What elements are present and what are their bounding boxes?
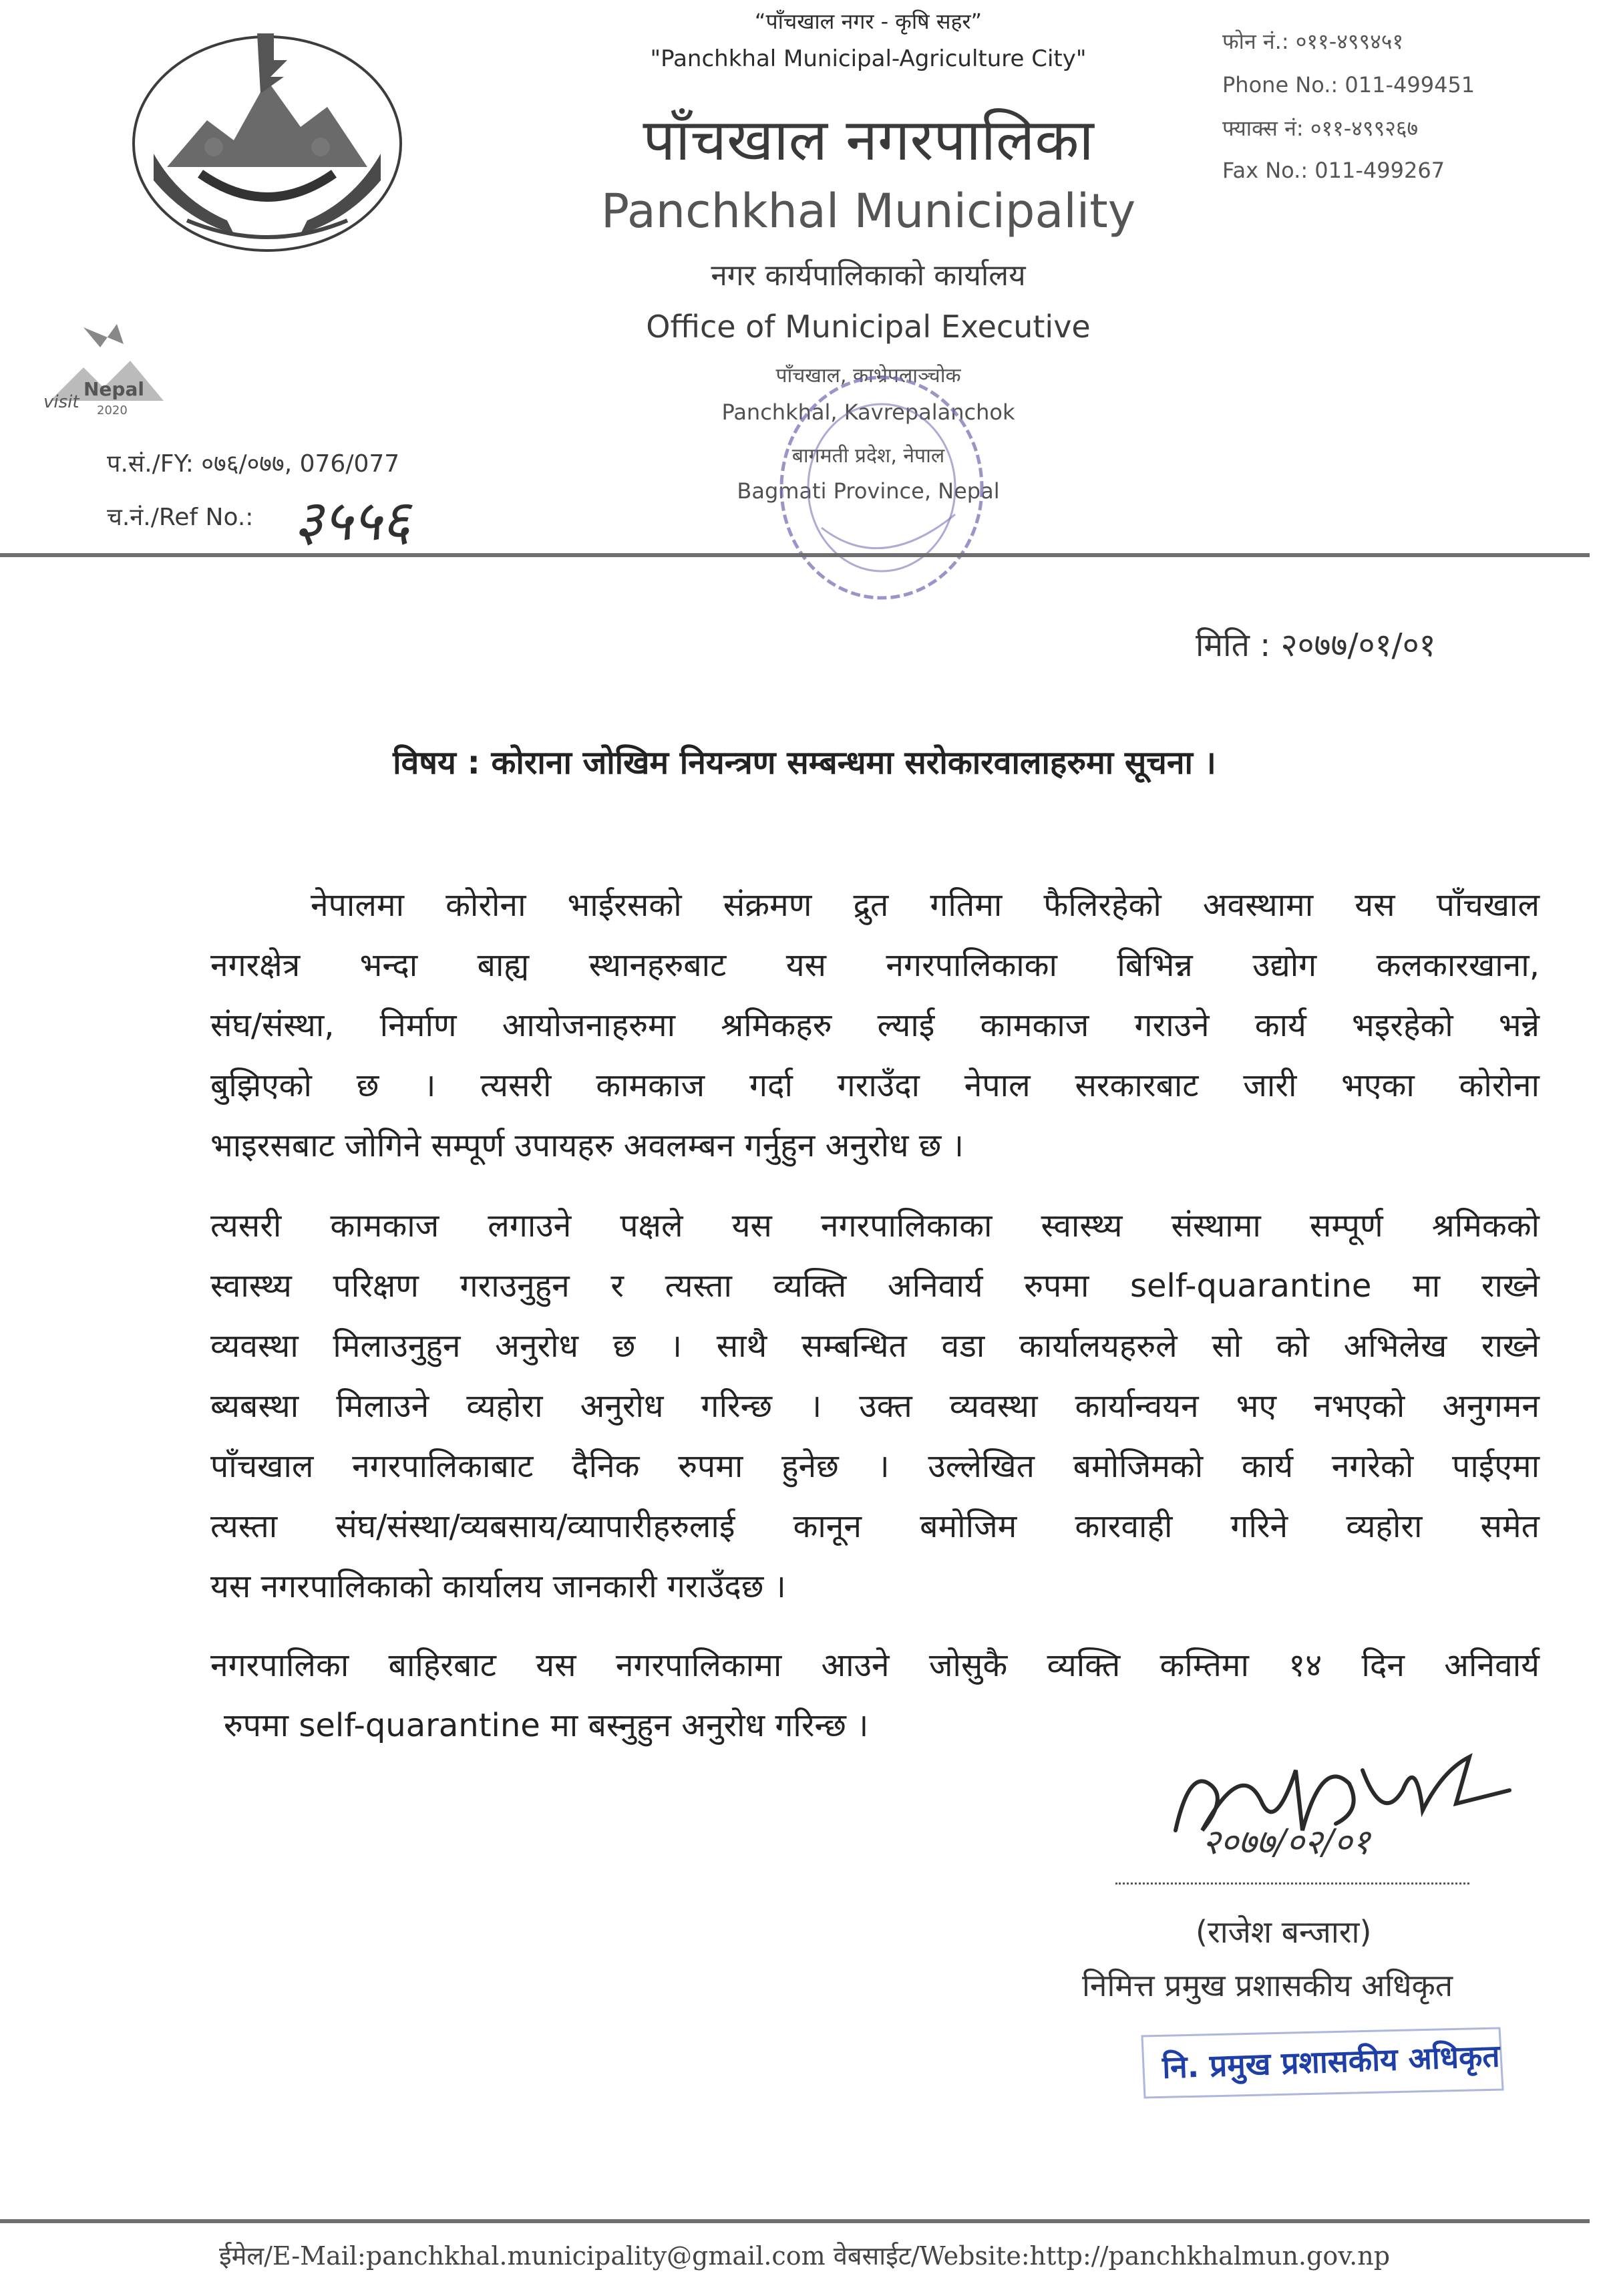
svg-text:Nepal: Nepal: [83, 378, 144, 400]
paragraph-line: रुपमा self-quarantine मा बस्नुहुन अनुरोध गरिन्छ ।: [224, 1707, 869, 1744]
municipality-name-nepali: पाँचखाल नगरपालिका: [643, 107, 1094, 174]
footer-divider: [0, 2219, 1590, 2223]
svg-text:2020: 2020: [97, 403, 128, 418]
tagline-nepali: “पाँचखाल नगर - कृषि सहर”: [754, 9, 982, 34]
office-name-nepali: नगर कार्यपालिकाको कार्यालय: [711, 259, 1026, 293]
signature-date: २०७७/०२/०१: [1202, 1822, 1371, 1862]
address-line1-english: Panchkhal, Kavrepalanchok: [721, 399, 1015, 425]
address-line1-nepali: पाँचखाल, काभ्रेपलाञ्चोक: [775, 364, 961, 387]
paragraph-line: त्यसरी कामकाज लगाउने पक्षले यस नगरपालिकाका स्वास्थ्य संस्थामा सम्पूर्ण श्रमिकको: [210, 1207, 1540, 1245]
designation-seal-text: नि. प्रमुख प्रशासकीय अधिकृत: [1161, 2037, 1501, 2086]
address-line2-english: Bagmati Province, Nepal: [737, 478, 1000, 504]
paragraph-line: बुझिएको छ । त्यसरी कामकाज गर्दा गराउँदा नेपाल सरकारबाट जारी भएका कोरोना: [210, 1067, 1540, 1104]
municipality-name-english: Panchkhal Municipality: [600, 184, 1136, 238]
paragraph-line: ब्यबस्था मिलाउने व्यहोरा अनुरोध गरिन्छ । उक्त व्यवस्था कार्यान्वयन भए नभएको अनुगमन: [210, 1387, 1540, 1425]
paragraph-line: भाइरसबाट जोगिने सम्पूर्ण उपायहरु अवलम्बन गर्नुहुन अनुरोध छ ।: [210, 1127, 964, 1164]
phone-english: Phone No.: 011-499451: [1222, 72, 1475, 98]
reference-label: च.नं./Ref No.:: [107, 504, 254, 531]
phone-nepali: फोन नं.: ०११-४९९४५१: [1222, 29, 1404, 54]
address-line2-nepali: बागमती प्रदेश, नेपाल: [791, 444, 945, 468]
paragraph-line: यस नगरपालिकाको कार्यालय जानकारी गराउँदछ ।: [210, 1568, 786, 1605]
paragraph-line: व्यवस्था मिलाउनुहुन अनुरोध छ । साथै सम्बन्धित वडा कार्यालयहरुले सो को अभिलेख राख्ने: [210, 1327, 1540, 1365]
paragraph-line: नगरपालिका बाहिरबाट यस नगरपालिकामा आउने जोसुकै व्यक्ति कम्तिमा १४ दिन अनिवार्य: [210, 1647, 1540, 1684]
fax-english: Fax No.: 011-499267: [1222, 158, 1445, 183]
visit-nepal-2020-logo: [37, 321, 170, 421]
paragraph-line: संघ/संस्था, निर्माण आयोजनाहरुमा श्रमिकहरु ल्याई कामकाज गराउने कार्य भइरहेको भन्ने: [210, 1007, 1540, 1044]
paragraph-line: त्यस्ता संघ/संस्था/व्यबसाय/व्यापारीहरुलाई कानून बमोजिम कारवाही गरिने व्यहोरा समेत: [210, 1508, 1540, 1545]
office-stamp: [768, 361, 995, 615]
signatory-name: (राजेश बन्जारा): [1196, 1914, 1372, 1950]
reference-number: ३५५६: [294, 488, 411, 553]
header-divider: [0, 553, 1590, 557]
nepal-emblem-logo: [127, 20, 407, 254]
fax-nepali: फ्याक्स नं: ०११-४९९२६७: [1222, 116, 1419, 141]
paragraph-line: पाँचखाल नगरपालिकाबाट दैनिक रुपमा हुनेछ । उल्लेखित बमोजिमको कार्य नगरेको पाईएमा: [210, 1448, 1540, 1485]
svg-text:visit: visit: [43, 392, 79, 412]
letter-subject: विषय : कोराना जोखिम नियन्त्रण सम्बन्धमा सरोकारवालाहरुमा सूचना ।: [393, 744, 1216, 782]
paragraph-line: नेपालमा कोरोना भाईरसको संक्रमण द्रुत गतिमा फैलिरहेको अवस्थामा यस पाँचखाल: [311, 886, 1540, 924]
letter-date: मिति : २०७७/०१/०१: [1196, 627, 1436, 664]
paragraph-line: नगरक्षेत्र भन्दा बाह्य स्थानहरुबाट यस नगरपालिकाका बिभिन्न उद्योग कलकारखाना,: [210, 947, 1540, 984]
office-name-english: Office of Municipal Executive: [646, 309, 1091, 345]
footer-contact: ईमेल/E-Mail:panchkhal.municipality@gmail.com वेबसाईट/Website:http://panchkhalmun.gov.np: [218, 2241, 1391, 2271]
tagline-english: "Panchkhal Municipal-Agriculture City": [650, 45, 1087, 72]
signature-line: [1115, 1882, 1469, 1884]
paragraph-2: [210, 1196, 1540, 1617]
fiscal-year: प.सं./FY: ०७६/०७७, 076/077: [107, 450, 400, 478]
paragraph-line: स्वास्थ्य परिक्षण गराउनुहुन र त्यस्ता व्यक्ति अनिवार्य रुपमा self-quarantine मा राख्ने: [210, 1267, 1540, 1305]
signatory-title: निमित्त प्रमुख प्रशासकीय अधिकृत: [1082, 1967, 1453, 2003]
paragraph-1: [210, 875, 1540, 1176]
